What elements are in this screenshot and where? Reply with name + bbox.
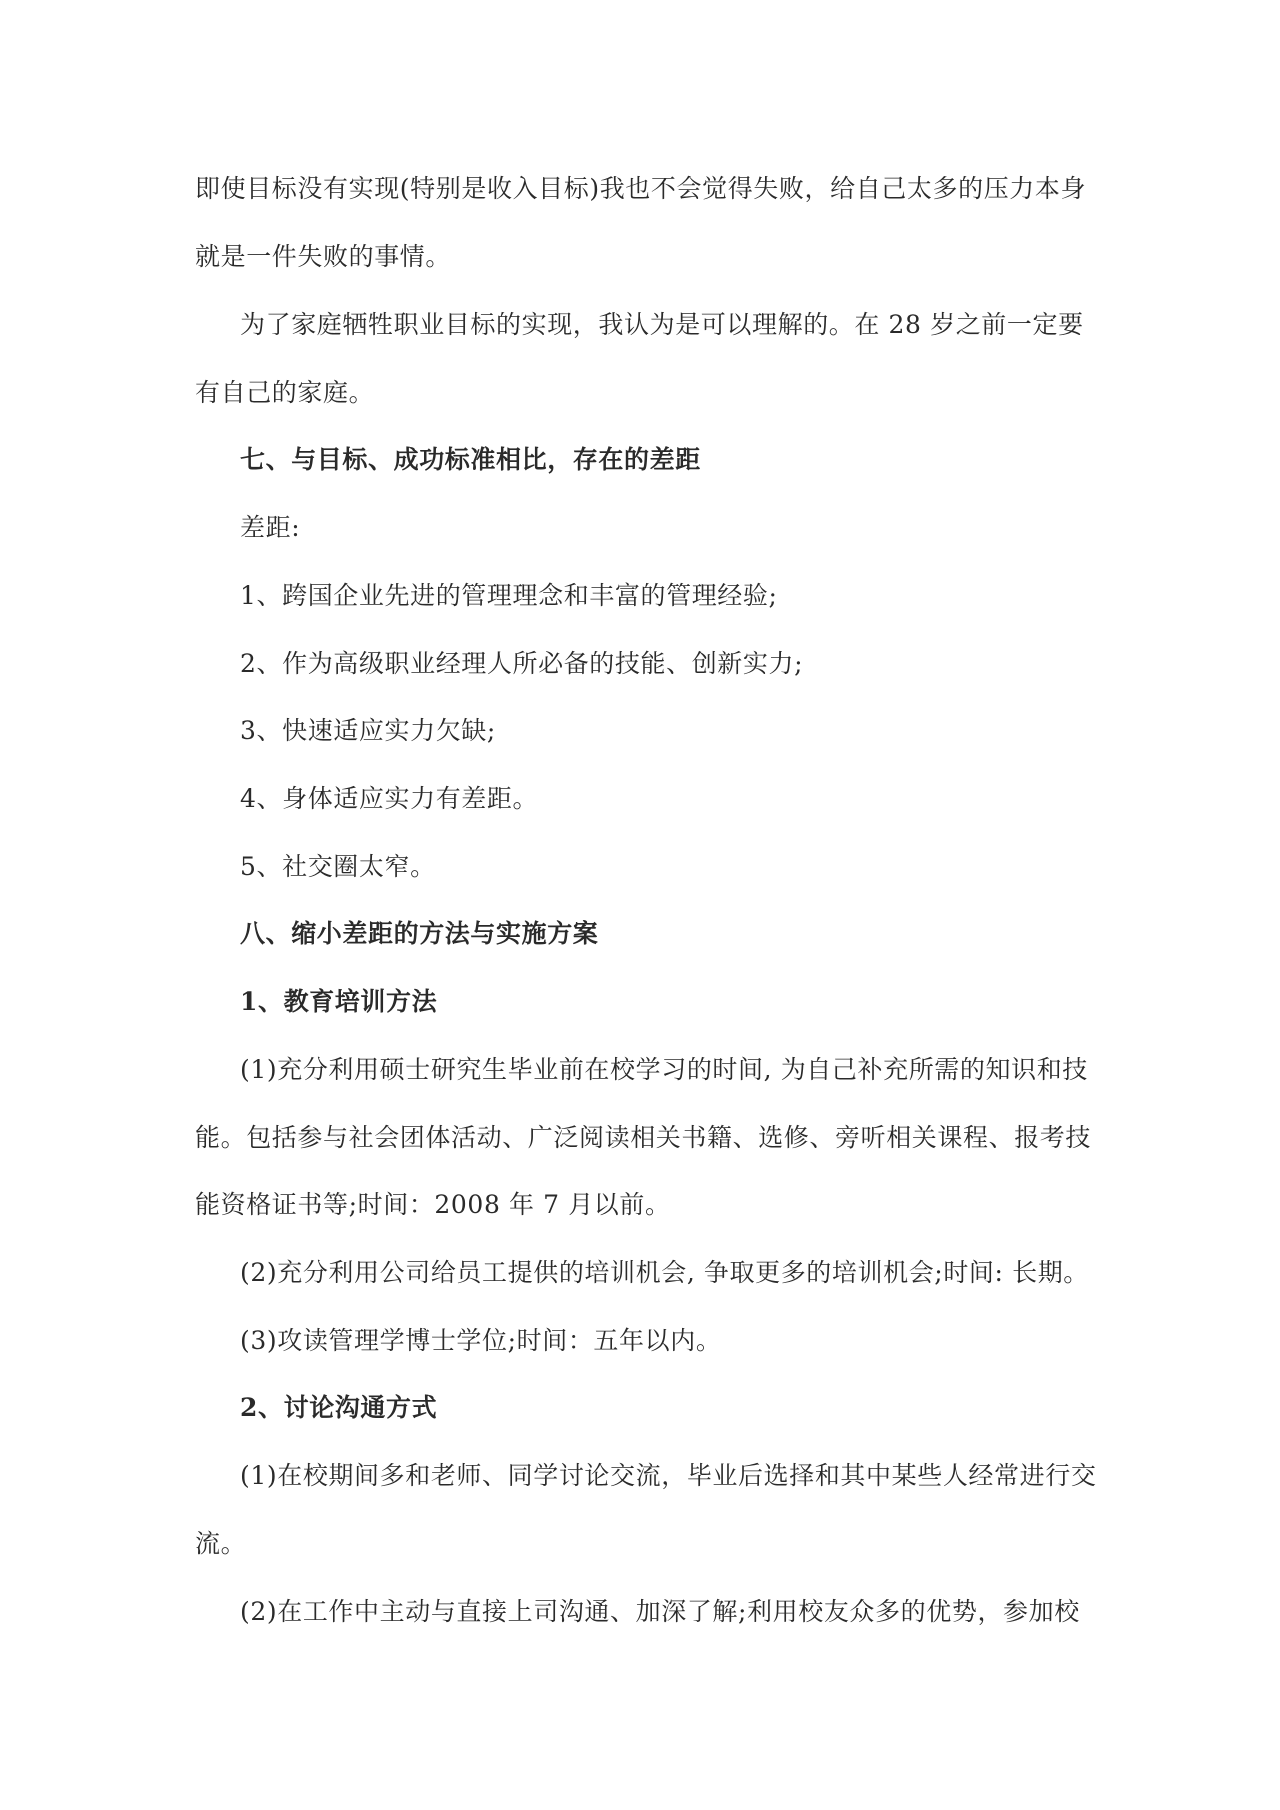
list-item: 3、快速适应实力欠缺; [240,716,496,745]
paragraph-line: (2)充分利用公司给员工提供的培训机会, 争取更多的培训机会;时间: 长期。 [240,1258,1089,1287]
section-heading-eight: 八、缩小差距的方法与实施方案 [240,919,599,948]
paragraph-line: 能。包括参与社会团体活动、广泛阅读相关书籍、选修、旁听相关课程、报考技 [195,1123,1092,1152]
paragraph-line: 为了家庭牺牲职业目标的实现，我认为是可以理解的。在 28 岁之前一定要 [240,310,1084,339]
paragraph-line: 就是一件失败的事情。 [195,242,452,271]
subsection-heading: 2、讨论沟通方式 [240,1393,438,1422]
paragraph-line: (1)充分利用硕士研究生毕业前在校学习的时间, 为自己补充所需的知识和技 [240,1055,1088,1084]
paragraph-line: 即使目标没有实现(特别是收入目标)我也不会觉得失败，给自己太多的压力本身 [195,174,1087,203]
list-item: 1、跨国企业先进的管理理念和丰富的管理经验; [240,581,778,610]
list-item: 5、社交圈太窄。 [240,852,436,881]
paragraph-line: 流。 [195,1529,247,1558]
list-item: 4、身体适应实力有差距。 [240,784,539,813]
paragraph-line: 差距: [240,513,301,542]
paragraph-line: (3)攻读管理学博士学位;时间：五年以内。 [240,1326,722,1355]
paragraph-line: 能资格证书等;时间：2008 年 7 月以前。 [195,1190,671,1219]
paragraph-line: 有自己的家庭。 [195,378,375,407]
paragraph-line: (2)在工作中主动与直接上司沟通、加深了解;利用校友众多的优势，参加校 [240,1597,1080,1626]
list-item: 2、作为高级职业经理人所必备的技能、创新实力; [240,649,804,678]
paragraph-line: (1)在校期间多和老师、同学讨论交流，毕业后选择和其中某些人经常进行交 [240,1461,1097,1490]
section-heading-seven: 七、与目标、成功标准相比，存在的差距 [240,445,701,474]
subsection-heading: 1、教育培训方法 [240,987,438,1016]
